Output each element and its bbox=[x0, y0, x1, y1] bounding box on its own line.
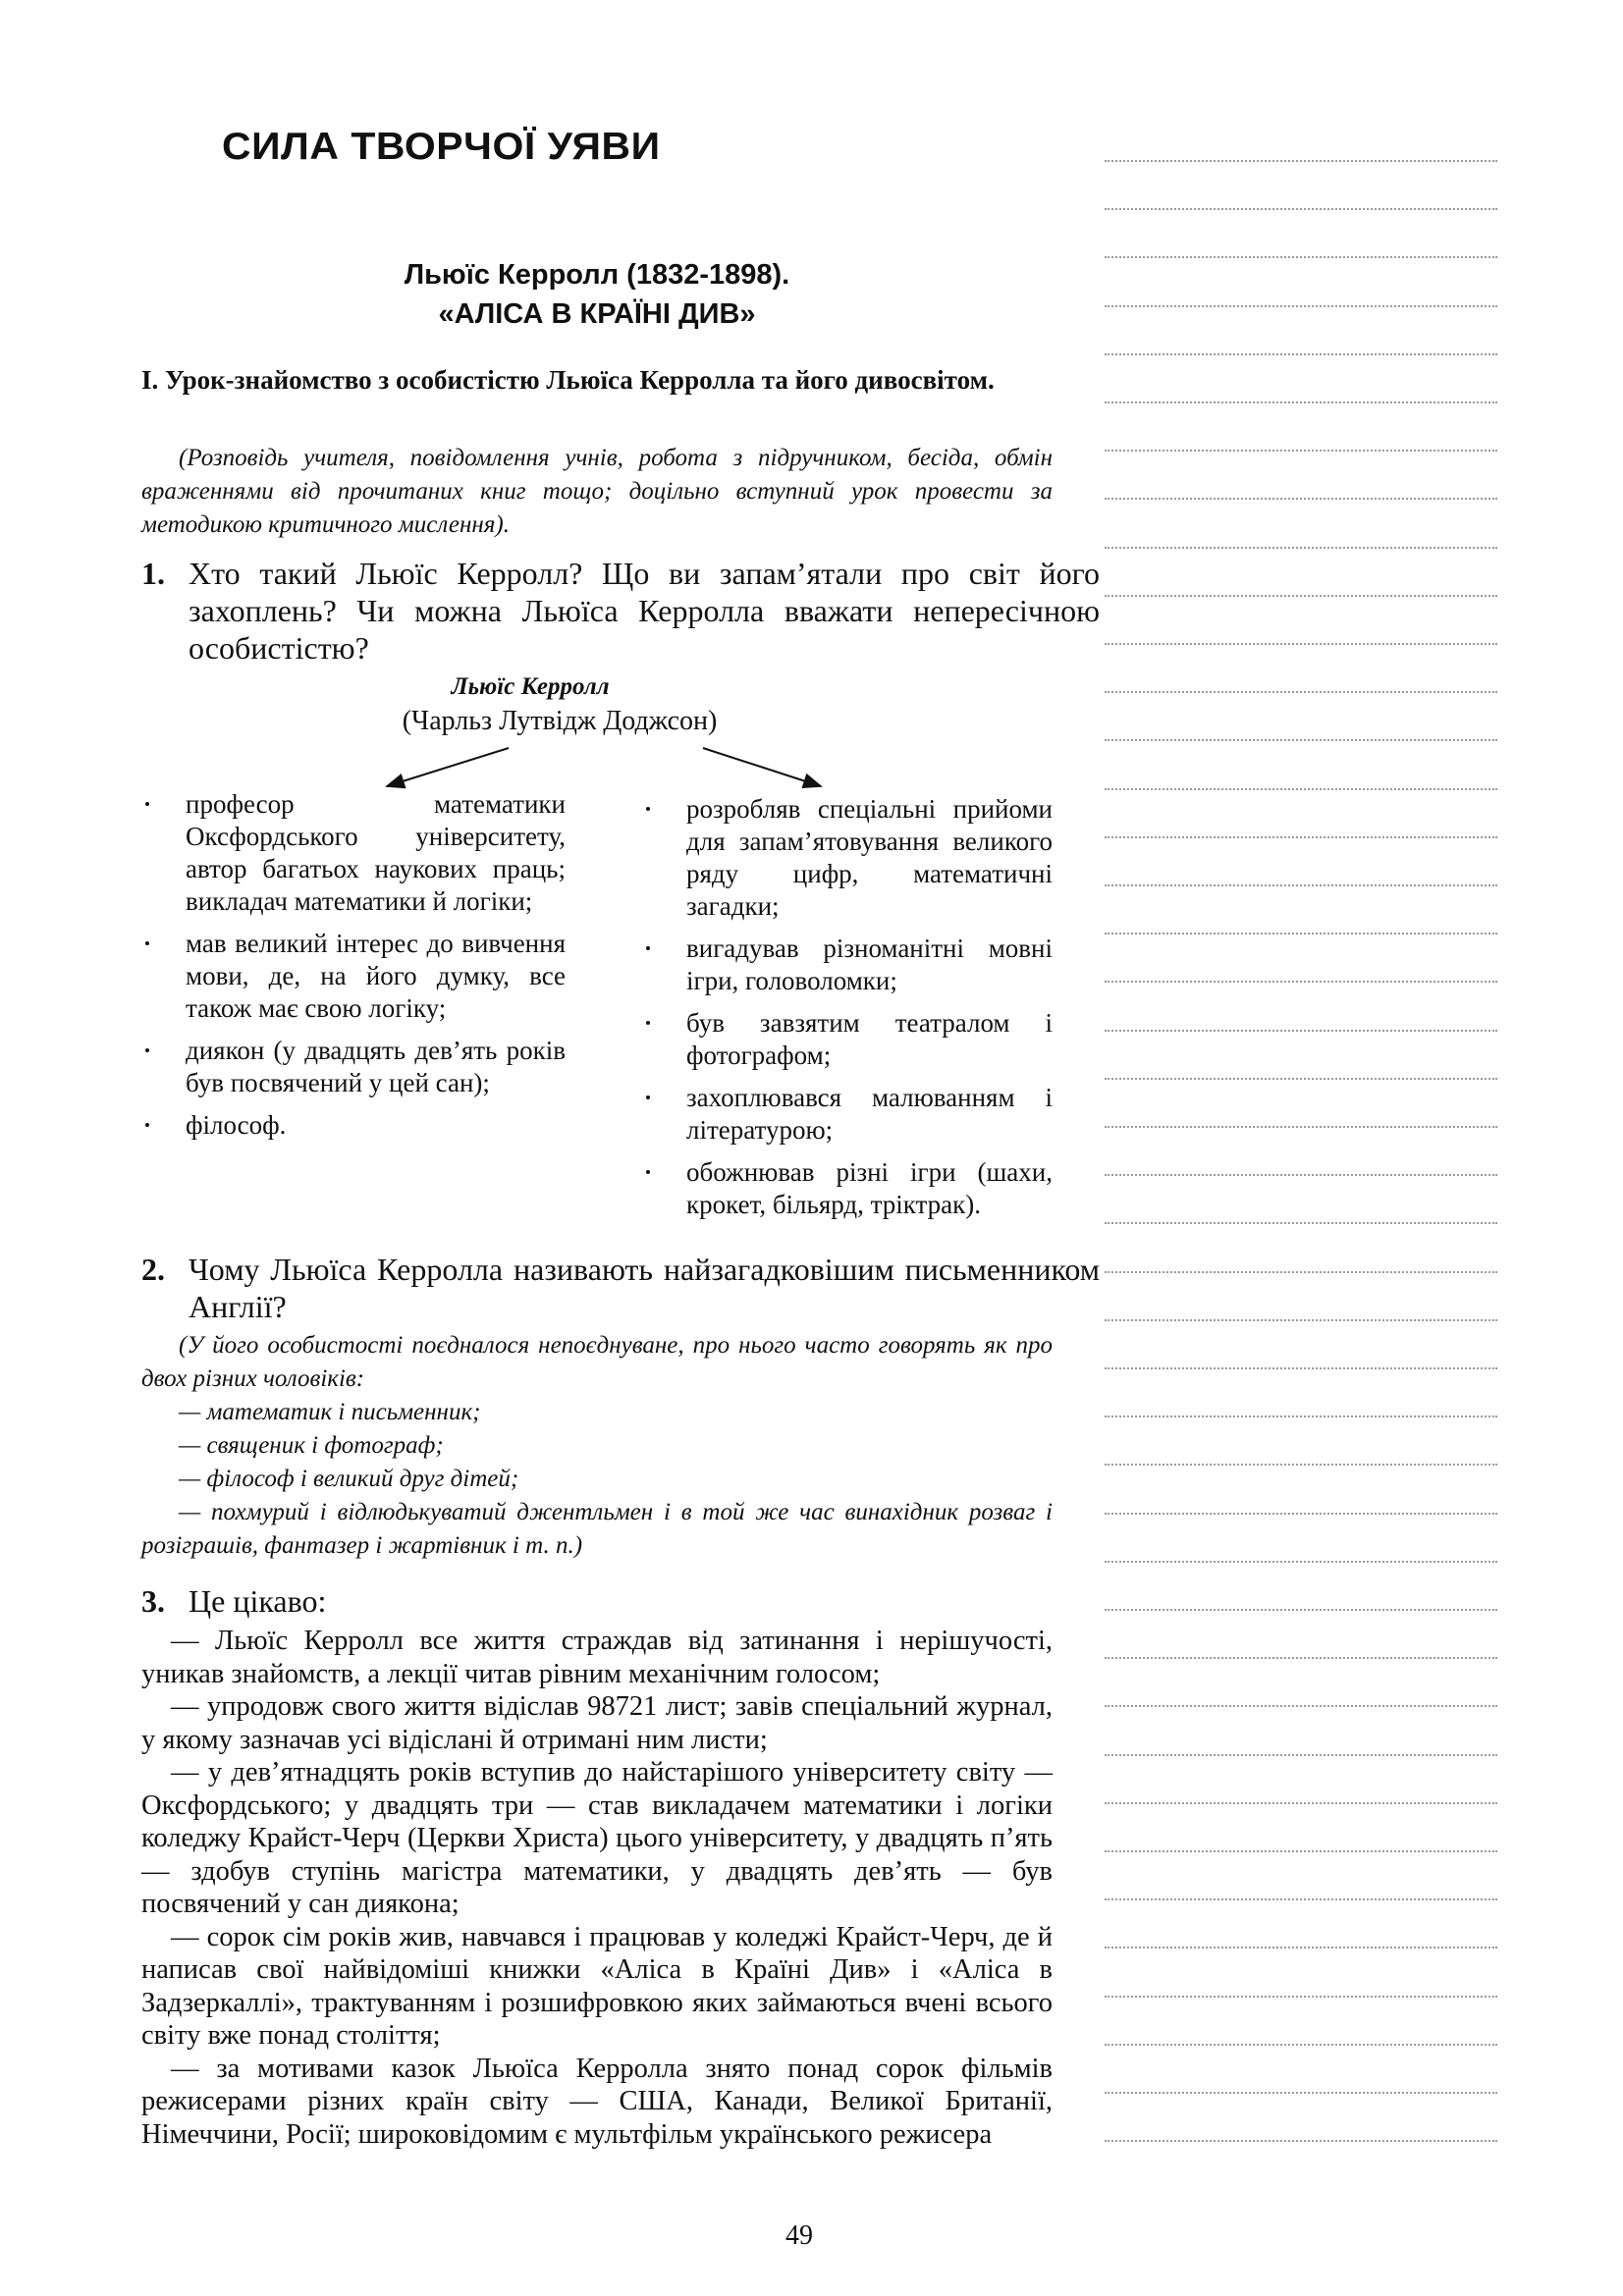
work-title-line: «АЛІСА В КРАЇНІ ДИВ» bbox=[438, 298, 756, 330]
left-item: мав великий інтерес до вивчення мови, де, на його думку, все також має свою логіку; bbox=[141, 928, 566, 1025]
note-line bbox=[1105, 1513, 1497, 1515]
work-heading bbox=[141, 255, 1053, 334]
diagram-author-name: Льюїс Керролл bbox=[451, 673, 610, 700]
note-line bbox=[1105, 1030, 1497, 1032]
note-line bbox=[1105, 691, 1497, 693]
fact-paragraph: — за мотивами казок Льюїса Керролла знято понад сорок фільмів режисерами різних країн світу — США, Канади, Великої Британії, Німеччини, Росії; широковідомим є мультфільм українського режисера bbox=[141, 2053, 1053, 2150]
right-item: вигадував різноманітні мовні ігри, головоломки; bbox=[642, 933, 1053, 997]
diagram-real-name: (Чарльз Лутвідж Доджсон) bbox=[402, 706, 718, 736]
arrow-left bbox=[387, 748, 509, 786]
note-line bbox=[1105, 1705, 1497, 1707]
note-item: — філософ і великий друг дітей; bbox=[179, 1466, 519, 1492]
fact-paragraph: — упродовж свого життя відіслав 98721 лист; завів спеціальний журнал, у якому зазначав усі відіслані й отримані ним листи; bbox=[141, 1691, 1053, 1755]
note-line bbox=[1105, 305, 1497, 307]
right-item: захоплювався малюванням і літературою; bbox=[642, 1082, 1053, 1147]
page-number: 49 bbox=[785, 2220, 813, 2251]
note-line bbox=[1105, 1078, 1497, 1080]
note-item: — священик і фотограф; bbox=[179, 1432, 444, 1459]
note-line bbox=[1105, 1561, 1497, 1563]
note-line bbox=[1105, 1657, 1497, 1659]
note-line bbox=[1105, 498, 1497, 500]
note-line bbox=[1105, 1947, 1497, 1949]
note-line bbox=[1105, 450, 1497, 452]
note-line bbox=[1105, 1850, 1497, 1852]
left-item: диякон (у двадцять дев’ять років був посвячений у цей сан); bbox=[141, 1035, 566, 1099]
diagram-arrows bbox=[373, 731, 844, 792]
question-2-number: 2. bbox=[141, 1252, 165, 1287]
note-line bbox=[1105, 1898, 1497, 1900]
note-line bbox=[1105, 1367, 1497, 1369]
section-1-note: (Розповідь учителя, повідомлення учнів, робота з підручником, бесіда, обмін враженнями від прочитаних книг тощо; доцільно вступний урок провести за методикою критичного мислення). bbox=[141, 445, 1053, 538]
note-line bbox=[1105, 788, 1497, 790]
bullet-icon bbox=[646, 1095, 650, 1099]
note-line bbox=[1105, 981, 1497, 983]
question-1-text: Хто такий Льюїс Керролл? Що ви запам’ятали про світ його захоплень? Чи можна Льюїса Керролла вважати непересічною особистістю? bbox=[189, 556, 1100, 666]
note-line bbox=[1105, 401, 1497, 403]
left-item: професор математики Оксфордського університету, автор багатьох наукових праць; викладач математики й логіки; bbox=[141, 788, 566, 918]
note-line bbox=[1105, 1996, 1497, 1998]
bullet-icon bbox=[145, 941, 149, 945]
note-line bbox=[1105, 1464, 1497, 1466]
chapter-title: СИЛА ТВОРЧОЇ УЯВИ bbox=[222, 126, 661, 168]
right-item: розробляв спеціальні прийоми для запам’ятовування великого ряду цифр, математичні загадки; bbox=[642, 793, 1053, 923]
bullet-icon bbox=[145, 1123, 149, 1127]
note-line bbox=[1105, 160, 1497, 162]
left-item: філософ. bbox=[141, 1109, 566, 1142]
question-3-number: 3. bbox=[141, 1583, 165, 1619]
note-item: — математик і письменник; bbox=[179, 1399, 481, 1425]
note-line bbox=[1105, 1415, 1497, 1417]
question-3 bbox=[141, 1582, 1100, 1620]
bullet-icon bbox=[646, 807, 650, 811]
author-line: Льюїс Керролл (1832-1898). bbox=[404, 259, 790, 291]
note-line bbox=[1105, 1271, 1497, 1273]
right-item: обожнював різні ігри (шахи, крокет, більярд, тріктрак). bbox=[642, 1156, 1053, 1221]
note-line bbox=[1105, 2140, 1497, 2142]
question-1-number: 1. bbox=[141, 556, 165, 591]
diagram-left-column bbox=[141, 788, 566, 1151]
bullet-icon bbox=[646, 946, 650, 950]
note-line bbox=[1105, 1754, 1497, 1756]
note-line bbox=[1105, 1319, 1497, 1321]
question-2-note bbox=[141, 1329, 1053, 1563]
fact-paragraph: — Льюїс Керролл все життя страждав від затинання і нерішучості, уникав знайомств, а лекції читав рівним механічним голосом; bbox=[141, 1626, 1053, 1689]
note-line bbox=[1105, 208, 1497, 210]
note-line bbox=[1105, 353, 1497, 355]
note-line bbox=[1105, 739, 1497, 741]
question-2-text: Чому Льюїса Керролла називають найзагадковішим письменником Англії? bbox=[189, 1252, 1100, 1324]
note-item: — похмурий і відлюдькуватий джентльмен і в той же час винахідник розваг і розіграшів, фантазер і жартівник і т. п.) bbox=[141, 1499, 1053, 1559]
bullet-icon bbox=[646, 1021, 650, 1025]
note-line bbox=[1105, 1609, 1497, 1611]
right-item: був завзятим театралом і фотографом; bbox=[642, 1007, 1053, 1072]
bullet-icon bbox=[145, 1048, 149, 1052]
bullet-icon bbox=[646, 1170, 650, 1174]
note-line bbox=[1105, 643, 1497, 645]
note-line bbox=[1105, 1174, 1497, 1176]
section-1-heading: І. Урок-знайомство з особистістю Льюїса Керролла та його дивосвітом. bbox=[141, 365, 995, 395]
question-2 bbox=[141, 1251, 1100, 1325]
notes-ruled-lines bbox=[1105, 0, 1497, 2296]
note-line bbox=[1105, 2092, 1497, 2094]
fact-paragraph: — сорок сім років жив, навчався і працював у коледжі Крайст-Черч, де й написав свої найвідоміші книжки «Аліса в Країні Див» і «Аліса в Задзеркаллі», трактуванням і розшифровкою яких займаються вчені всього світу вже понад століття; bbox=[141, 1921, 1053, 2051]
note-line bbox=[1105, 1126, 1497, 1128]
question-1 bbox=[141, 555, 1100, 667]
note-line bbox=[1105, 547, 1497, 549]
bullet-icon bbox=[145, 802, 149, 806]
note-line bbox=[1105, 595, 1497, 597]
note-line bbox=[1105, 256, 1497, 258]
note-line bbox=[1105, 1802, 1497, 1804]
note-line bbox=[1105, 836, 1497, 838]
diagram-right-column bbox=[642, 793, 1053, 1231]
question-3-text: Це цікаво: bbox=[189, 1583, 327, 1619]
arrow-right bbox=[703, 748, 821, 786]
note-line bbox=[1105, 884, 1497, 886]
note-line bbox=[1105, 933, 1497, 934]
facts-list bbox=[141, 1625, 1053, 2151]
note-intro: (У його особистості поєдналося непоєднуване, про нього часто говорять як про двох різних чоловіків: bbox=[141, 1332, 1053, 1392]
note-line bbox=[1105, 1222, 1497, 1224]
note-line bbox=[1105, 2044, 1497, 2046]
fact-paragraph: — у дев’ятнадцять років вступив до найстарішого університету світу — Оксфордського; у двадцять три — став викладачем математики і логіки коледжу Крайст-Черч (Церкви Христа) цього університету, у двадцять п’ять — здобув ступінь магістра математики, у двадцять дев’ять — був посвячений у сан диякона; bbox=[141, 1757, 1053, 1919]
